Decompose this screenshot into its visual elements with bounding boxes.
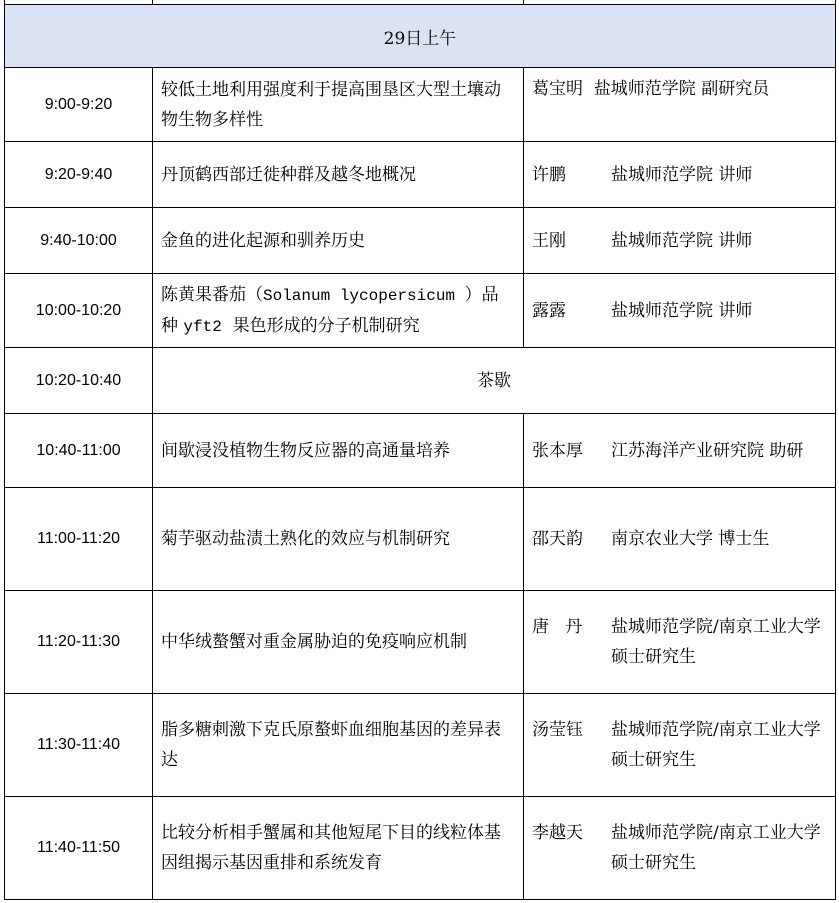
speaker-name: 李越天 bbox=[532, 823, 583, 843]
table-row bbox=[5, 488, 836, 591]
row-time: 9:20-9:40 bbox=[5, 142, 153, 208]
row-time: 11:30-11:40 bbox=[5, 694, 153, 797]
row-speaker bbox=[524, 591, 836, 694]
row-topic: 丹顶鹤西部迁徙种群及越冬地概况 bbox=[153, 142, 524, 208]
speaker-name: 露露 bbox=[532, 300, 566, 321]
topic-latin-name: Solanum lycopersicum bbox=[263, 286, 465, 305]
topic-text: ）品 bbox=[464, 284, 499, 305]
table-row bbox=[5, 274, 836, 348]
table-row bbox=[5, 68, 836, 142]
table-row bbox=[5, 142, 836, 208]
speaker-name: 邵天韵 bbox=[532, 529, 583, 549]
table-row bbox=[5, 414, 836, 488]
row-time: 11:00-11:20 bbox=[5, 488, 153, 591]
table-row bbox=[5, 348, 836, 414]
row-topic: 较低土地利用强度利于提高围垦区大型土壤动物生物多样性 bbox=[153, 68, 524, 142]
row-time: 10:20-10:40 bbox=[5, 348, 153, 414]
speaker-affiliation: 盐城师范学院/南京工业大学 硕士研究生 bbox=[611, 617, 821, 667]
speaker-name: 汤莹钰 bbox=[532, 720, 583, 740]
table-row bbox=[5, 591, 836, 694]
row-time: 11:20-11:30 bbox=[5, 591, 153, 694]
topic-text: 陈黄果番茄（ bbox=[161, 284, 263, 305]
row-time: 10:00-10:20 bbox=[5, 274, 153, 348]
speaker-affiliation: 盐城师范学院/南京工业大学 硕士研究生 bbox=[611, 823, 821, 873]
topic-text: 种 bbox=[161, 315, 184, 336]
row-speaker bbox=[524, 414, 836, 488]
row-speaker bbox=[524, 208, 836, 274]
row-speaker bbox=[524, 68, 836, 142]
speaker-name: 葛宝明 bbox=[532, 79, 583, 99]
row-speaker bbox=[524, 488, 836, 591]
row-topic: 间歇浸没植物生物反应器的高通量培养 bbox=[153, 414, 524, 488]
speaker-name: 张本厚 bbox=[532, 440, 583, 461]
table-row bbox=[5, 208, 836, 274]
schedule-table bbox=[4, 0, 836, 900]
row-time: 9:00-9:20 bbox=[5, 68, 153, 142]
table-row bbox=[5, 797, 836, 900]
speaker-affiliation: 盐城师范学院/南京工业大学 硕士研究生 bbox=[611, 720, 821, 770]
row-speaker bbox=[524, 797, 836, 900]
row-topic: 比较分析相手蟹属和其他短尾下目的线粒体基因组揭示基因重排和系统发育 bbox=[153, 797, 524, 900]
topic-gene-code: yft2 bbox=[183, 317, 222, 336]
speaker-affiliation: 盐城师范学院 副研究员 bbox=[593, 79, 770, 99]
row-topic: 菊芋驱动盐渍土熟化的效应与机制研究 bbox=[153, 488, 524, 591]
break-label: 茶歇 bbox=[153, 348, 836, 414]
row-speaker bbox=[524, 142, 836, 208]
row-topic: 脂多糖刺激下克氏原螯虾血细胞基因的差异表达 bbox=[153, 694, 524, 797]
speaker-affiliation: 盐城师范学院 讲师 bbox=[611, 230, 753, 251]
row-speaker bbox=[524, 694, 836, 797]
row-topic bbox=[153, 274, 524, 348]
speaker-name: 许鹏 bbox=[532, 164, 566, 185]
speaker-affiliation: 盐城师范学院 讲师 bbox=[611, 164, 753, 185]
row-topic: 中华绒螯蟹对重金属胁迫的免疫响应机制 bbox=[153, 591, 524, 694]
topic-text: 果色形成的分子机制研究 bbox=[221, 315, 420, 336]
row-time: 10:40-11:00 bbox=[5, 414, 153, 488]
speaker-name: 王刚 bbox=[532, 230, 566, 251]
speaker-name: 唐 丹 bbox=[532, 617, 583, 637]
speaker-affiliation: 江苏海洋产业研究院 助研 bbox=[611, 440, 804, 461]
speaker-affiliation: 南京农业大学 博士生 bbox=[611, 529, 770, 549]
day-header: 29日上午 bbox=[5, 5, 836, 68]
row-time: 11:40-11:50 bbox=[5, 797, 153, 900]
day-header-row bbox=[5, 5, 836, 68]
speaker-affiliation: 盐城师范学院 讲师 bbox=[611, 300, 753, 321]
row-speaker bbox=[524, 274, 836, 348]
table-row bbox=[5, 694, 836, 797]
row-time: 9:40-10:00 bbox=[5, 208, 153, 274]
row-topic: 金鱼的进化起源和驯养历史 bbox=[153, 208, 524, 274]
